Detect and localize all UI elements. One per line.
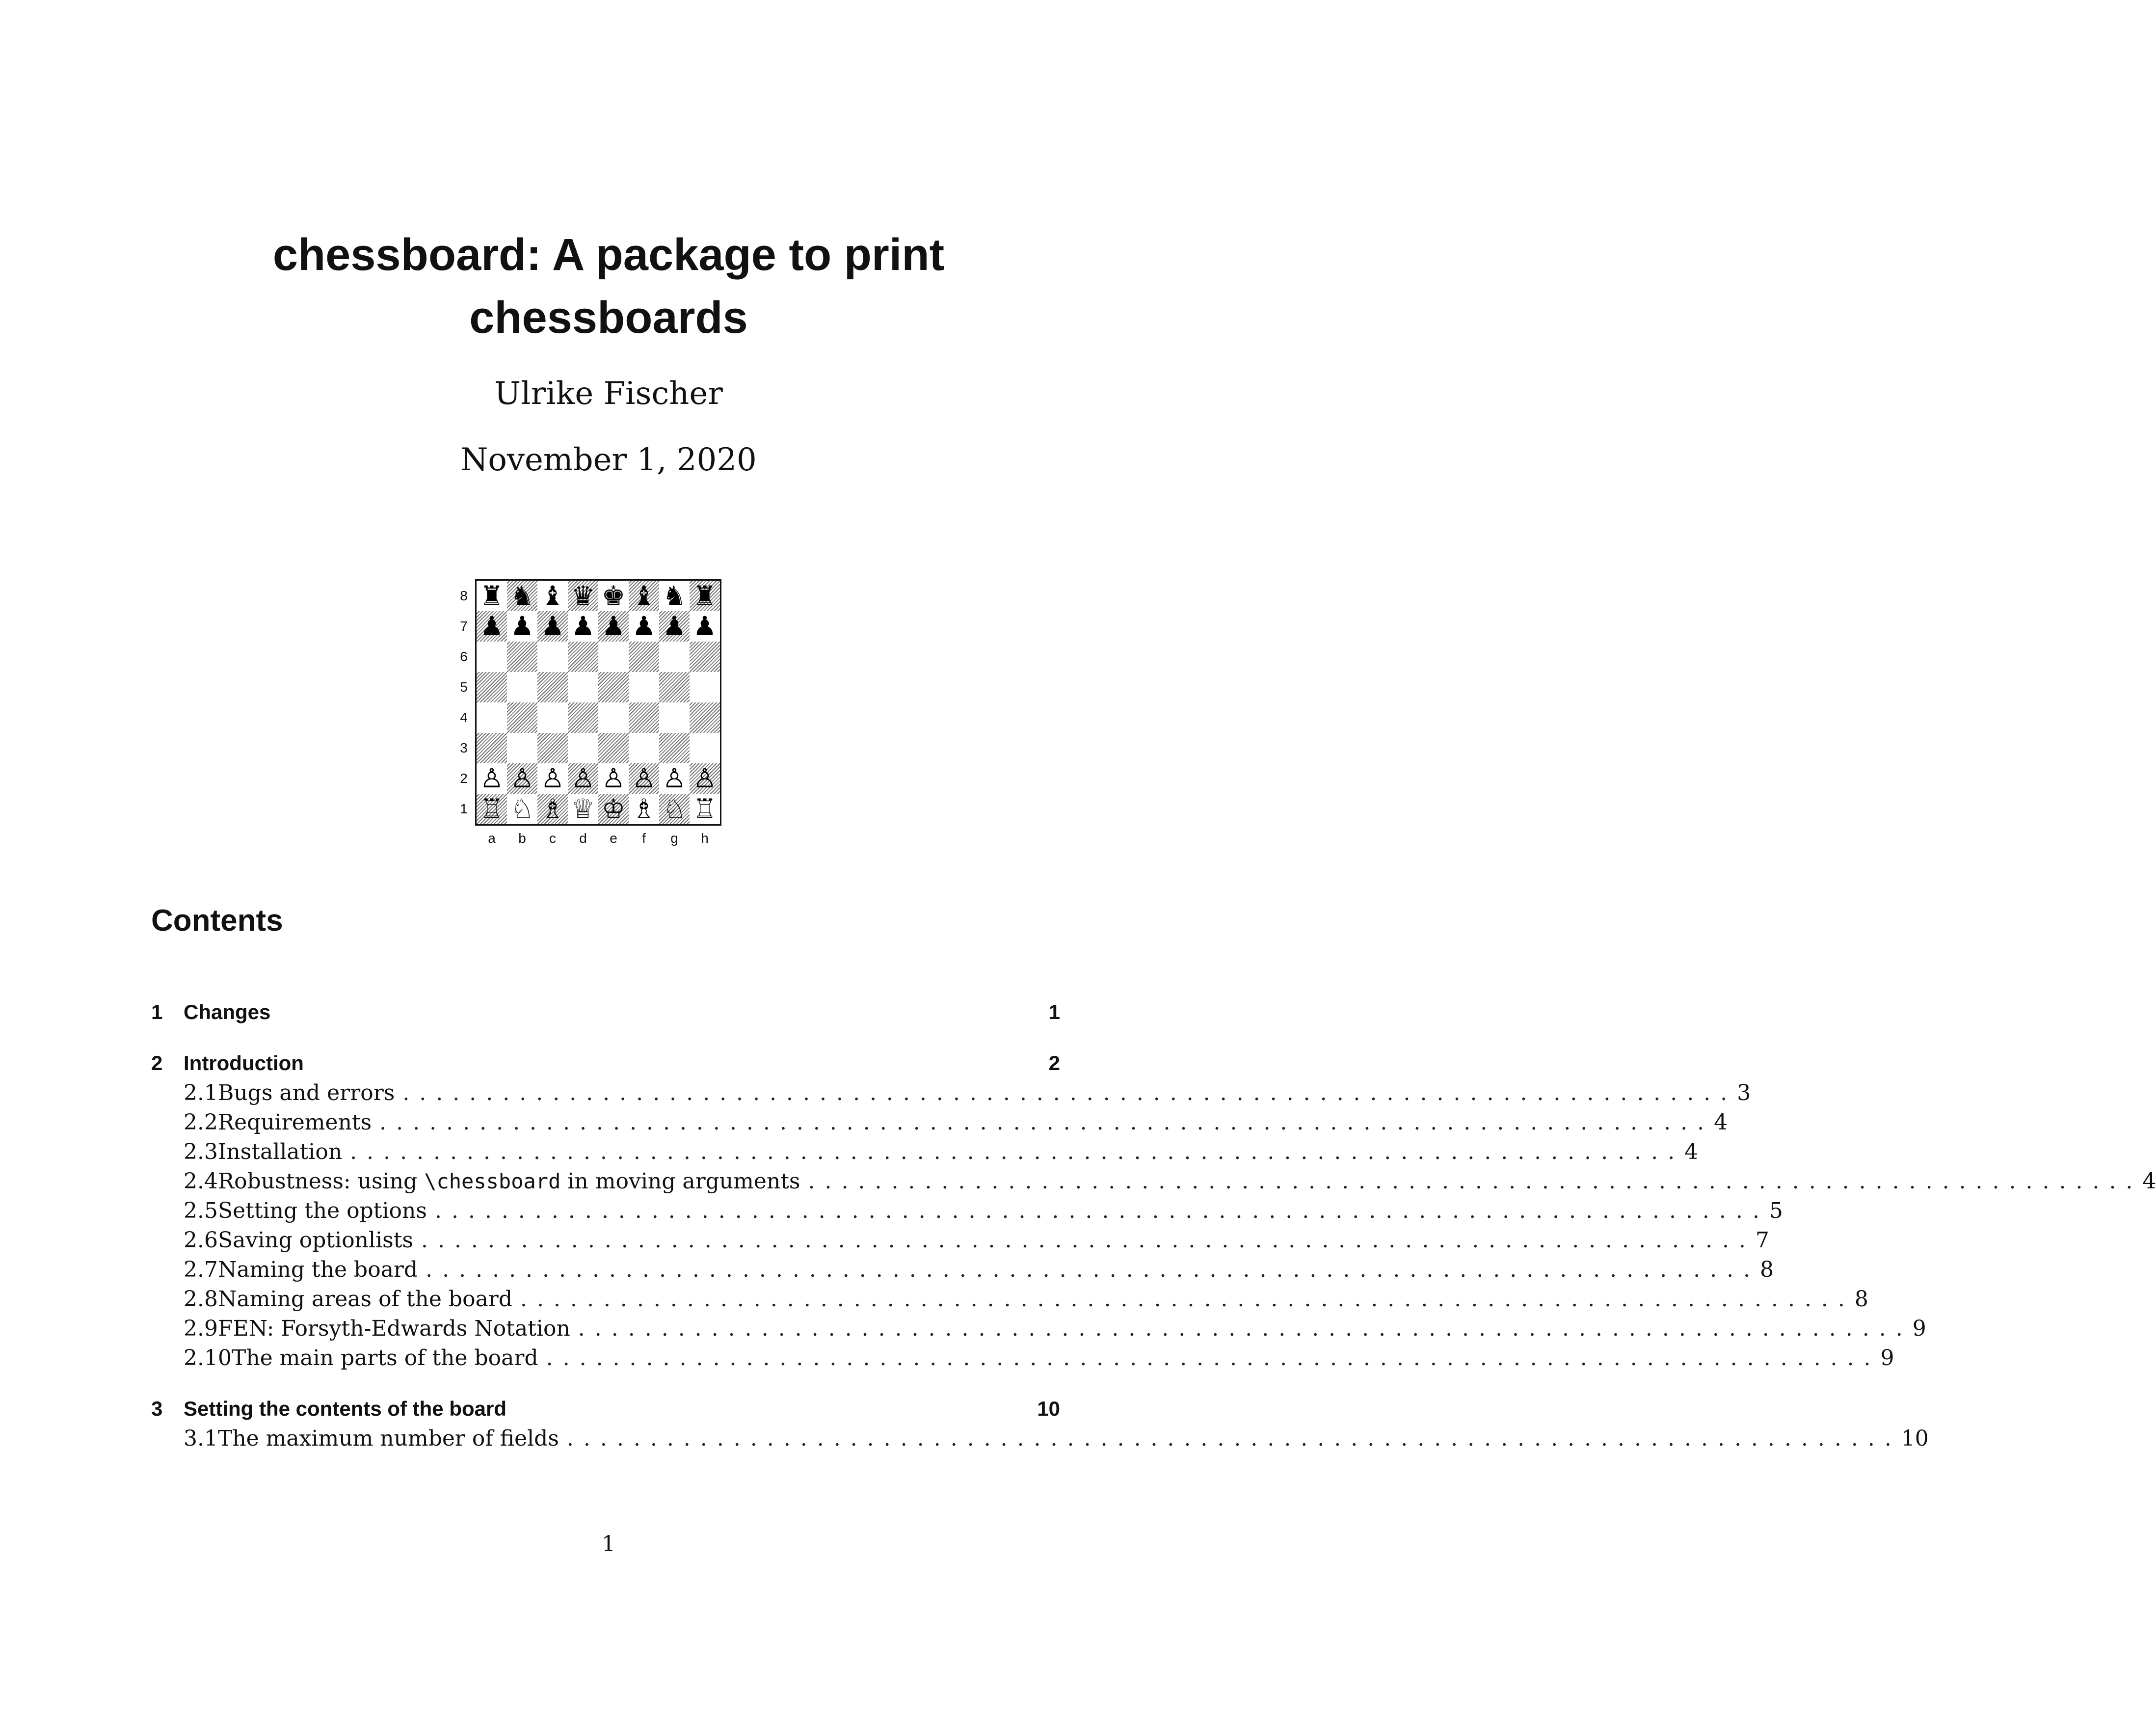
board-square: [690, 642, 720, 672]
toc-subsection-number: 2.9: [184, 1316, 218, 1341]
board-square-piece: ♟: [632, 611, 656, 642]
toc-subsection-number: 2.4: [184, 1168, 218, 1194]
document-title: [0, 223, 1217, 349]
toc-leader-dots: ................................................................................: [426, 1257, 1760, 1282]
board-square-piece: ♟: [477, 611, 507, 642]
file-label: e: [610, 831, 617, 846]
title-line-2: chessboards: [469, 293, 748, 343]
rank-label: 7: [460, 619, 468, 634]
contents-heading: Contents: [151, 904, 283, 938]
toc-subsection-page: 3: [1737, 1080, 1751, 1105]
rank-label: 8: [460, 588, 468, 603]
toc-leader-dots: ................................................................................: [379, 1109, 1714, 1135]
toc-section-page: 2: [1048, 1051, 1060, 1075]
board-square-piece: ♙: [479, 763, 504, 794]
board-square: [629, 733, 659, 763]
toc-leader-dots: ................................................................................: [350, 1139, 1685, 1164]
board-square: [568, 642, 598, 672]
toc-subsection-number: 3.1: [184, 1426, 218, 1451]
board-square: [690, 733, 720, 763]
toc-subsection-number: 2.10: [184, 1345, 232, 1371]
toc-subsection-title: Installation: [217, 1139, 343, 1164]
toc-subsection-title: Naming the board: [217, 1257, 418, 1282]
rank-label: 6: [460, 649, 468, 664]
toc-subsection-page: 8: [1854, 1286, 1868, 1312]
toc-leader-dots: ................................................................................: [546, 1345, 1881, 1371]
toc-leader-dots: ................................................................................: [566, 1426, 1901, 1451]
toc-subsection-title: Saving optionlists: [217, 1227, 414, 1253]
toc-section-number: 1: [151, 1000, 163, 1023]
board-square: [690, 672, 720, 702]
board-square-piece: ♞: [662, 580, 687, 611]
toc-subsection-2.2: [184, 1107, 1728, 1137]
rank-label: 3: [460, 740, 468, 755]
toc-subsection-title: Setting the options: [217, 1198, 427, 1223]
board-square: [477, 672, 507, 702]
board-square-piece: ♘: [659, 794, 690, 824]
board-square: [598, 672, 629, 702]
toc-subsection-number: 2.2: [184, 1109, 218, 1135]
toc-subsection-title: [218, 1169, 808, 1194]
toc-subsection-page: 4: [1714, 1109, 1728, 1135]
toc-subsection-page: 7: [1755, 1227, 1769, 1253]
board-square: [659, 642, 690, 672]
toc-section-1: [151, 997, 1060, 1027]
toc-subsection-number: 2.7: [184, 1257, 218, 1282]
board-square: [507, 733, 537, 763]
toc-section-title: Introduction: [184, 1051, 304, 1075]
title-line-1: chessboard: A package to print: [272, 230, 945, 280]
board-square: [507, 702, 537, 733]
board-square: [598, 733, 629, 763]
board-square: [629, 672, 659, 702]
date: November 1, 2020: [460, 442, 757, 478]
board-square-piece: ♙: [540, 763, 565, 794]
toc-title-code: \chessboard: [424, 1169, 561, 1193]
board-square-piece: ♚: [601, 580, 626, 611]
toc-subsection-number: 2.5: [184, 1198, 218, 1223]
board-square-piece: ♖: [477, 794, 507, 824]
toc-subsection-number: 2.8: [184, 1286, 218, 1312]
toc-subsection-page: 4: [2142, 1168, 2156, 1194]
page-number: 1: [602, 1532, 615, 1557]
toc-section-2: [151, 1049, 1060, 1078]
toc-subsection-number: 2.1: [184, 1080, 218, 1105]
board-square: [507, 672, 537, 702]
toc-subsection-page: 8: [1760, 1257, 1774, 1282]
board-square-piece: ♞: [507, 581, 537, 611]
chessboard: [475, 579, 721, 826]
board-square: [537, 672, 568, 702]
board-square: [598, 702, 629, 733]
board-square: [629, 702, 659, 733]
rank-label: 2: [460, 771, 468, 786]
board-square-piece: ♕: [571, 793, 595, 824]
toc-subsection-title: Requirements: [217, 1109, 372, 1135]
board-square: [537, 702, 568, 733]
toc-subsection-title: FEN: Forsyth-Edwards Notation: [217, 1316, 570, 1341]
board-square: [690, 702, 720, 733]
board-square: [568, 733, 598, 763]
board-square-piece: ♝: [540, 580, 565, 611]
toc-subsection-page: 9: [1880, 1345, 1894, 1371]
toc-title-part: Robustness: using: [217, 1168, 425, 1194]
board-square: [598, 642, 629, 672]
board-square-piece: ♝: [629, 581, 659, 611]
board-square: [568, 702, 598, 733]
board-square: [537, 642, 568, 672]
board-square-piece: ♗: [537, 794, 568, 824]
toc-section-title: Setting the contents of the board: [184, 1397, 506, 1420]
board-square-piece: ♙: [568, 763, 598, 794]
toc-subsection-title: Bugs and errors: [217, 1080, 395, 1105]
board-square: [629, 642, 659, 672]
board-square: [477, 733, 507, 763]
toc-section-page: 1: [1048, 1000, 1060, 1023]
board-square: [659, 733, 690, 763]
toc-subsection-2.10: [184, 1343, 1894, 1372]
author: Ulrike Fischer: [494, 376, 723, 412]
board-square: [477, 642, 507, 672]
toc-subsection-2.8: [184, 1284, 1868, 1314]
toc-leader-dots: ................................................................................: [421, 1227, 1756, 1253]
toc-subsection-title: Naming areas of the board: [217, 1286, 512, 1312]
board-square: [659, 702, 690, 733]
toc-subsection-3.1: [184, 1424, 1929, 1453]
board-square-piece: ♜: [690, 581, 720, 611]
toc-subsection-page: 10: [1901, 1426, 1929, 1451]
toc-section-number: 3: [151, 1397, 163, 1420]
board-square-piece: ♜: [479, 580, 504, 611]
board-square: [568, 672, 598, 702]
board-square-piece: ♟: [537, 611, 568, 642]
toc-leader-dots: ................................................................................: [402, 1080, 1737, 1105]
file-label: h: [701, 831, 709, 846]
toc-subsection-2.5: [184, 1196, 1783, 1225]
board-square-piece: ♟: [510, 611, 534, 642]
rank-label: 1: [460, 801, 468, 816]
board-square: [537, 733, 568, 763]
file-label: d: [579, 831, 587, 846]
board-square-piece: ♘: [510, 793, 534, 824]
board-square: [659, 672, 690, 702]
file-label: g: [670, 831, 678, 846]
toc-subsection-title: The maximum number of fields: [217, 1426, 559, 1451]
board-square-piece: ♛: [568, 581, 598, 611]
toc-title-part: in moving arguments: [560, 1168, 800, 1194]
toc-leader-dots: ................................................................................: [434, 1198, 1769, 1223]
toc-section-3: [151, 1394, 1060, 1424]
board-square-piece: ♖: [692, 793, 717, 824]
toc-subsection-number: 2.3: [184, 1139, 218, 1164]
toc-subsection-2.7: [184, 1255, 1774, 1284]
toc-subsection-2.6: [184, 1225, 1769, 1255]
toc-leader-dots: ................................................................................: [520, 1286, 1855, 1312]
toc-section-page: 10: [1037, 1397, 1060, 1420]
board-square-piece: ♗: [632, 793, 656, 824]
board-square-piece: ♟: [598, 611, 629, 642]
file-label: c: [549, 831, 556, 846]
toc-leader-dots: ................................................................................: [808, 1168, 2143, 1194]
toc-subsection-title: The main parts of the board: [231, 1345, 538, 1371]
toc-section-number: 2: [151, 1051, 163, 1075]
rank-label: 5: [460, 679, 468, 695]
board-square-piece: ♙: [662, 763, 687, 794]
board-square-piece: ♙: [690, 763, 720, 794]
toc-subsection-2.9: [184, 1314, 1926, 1343]
toc-subsection-page: 4: [1684, 1139, 1699, 1164]
toc-subsection-page: 5: [1769, 1198, 1783, 1223]
board-square-piece: ♙: [629, 763, 659, 794]
toc-subsection-2.1: [184, 1078, 1751, 1107]
toc-subsection-2.3: [184, 1137, 1699, 1166]
board-square: [477, 702, 507, 733]
toc-subsection-page: 9: [1912, 1316, 1926, 1341]
board-square-piece: ♔: [598, 794, 629, 824]
file-label: b: [518, 831, 526, 846]
toc-subsection-number: 2.6: [184, 1227, 218, 1253]
toc-leader-dots: ................................................................................: [578, 1316, 1913, 1341]
board-square: [507, 642, 537, 672]
file-label: f: [642, 831, 646, 846]
board-square-piece: ♟: [659, 611, 690, 642]
file-labels: [477, 829, 720, 848]
file-label: a: [488, 831, 496, 846]
toc-section-title: Changes: [184, 1000, 271, 1023]
toc-subsection-2.4: [184, 1166, 2156, 1196]
board-square-piece: ♟: [692, 611, 717, 642]
board-square-piece: ♙: [507, 763, 537, 794]
board-square-piece: ♟: [571, 611, 595, 642]
board-square-piece: ♙: [601, 763, 626, 794]
rank-label: 4: [460, 710, 468, 725]
